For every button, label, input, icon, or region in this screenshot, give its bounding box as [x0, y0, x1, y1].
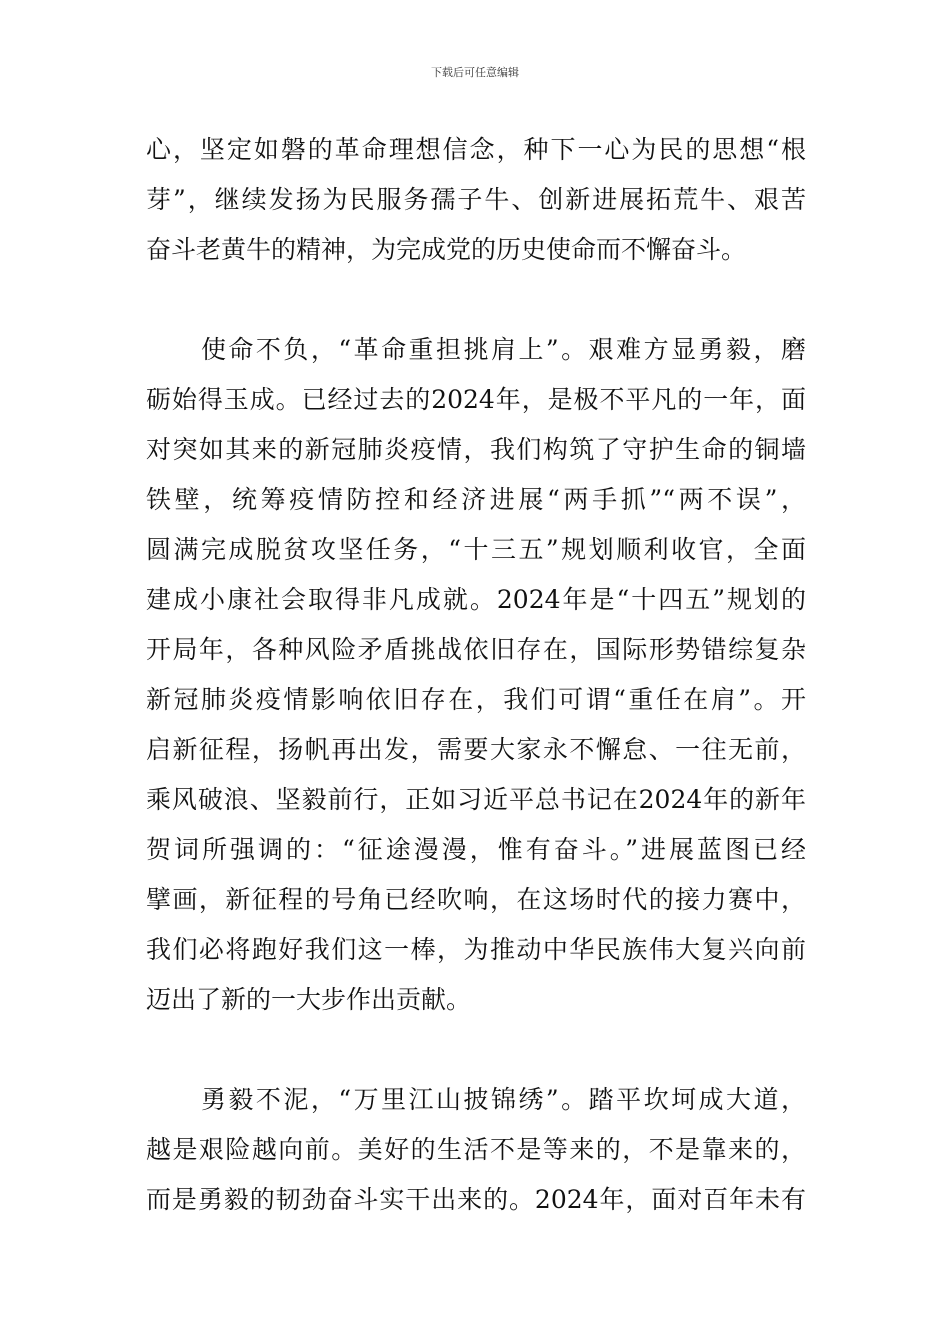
page-header: 下载后可任意编辑 — [431, 66, 519, 79]
paragraph-2-line-10: 乘风破浪、坚毅前行，正如习近平总书记在2024年的新年 — [146, 785, 806, 814]
paragraph-2-line-11: 贺词所强调的：“征途漫漫，惟有奋斗。”进展蓝图已经 — [146, 835, 806, 864]
paragraph-2-line-4: 铁壁，统筹疫情防控和经济进展“两手抓”“两不误”， — [146, 485, 806, 514]
paragraph-2-line-5: 圆满完成脱贫攻坚任务，“十三五”规划顺利收官，全面 — [146, 535, 806, 564]
paragraph-1-line-2: 芽”，继续发扬为民服务孺子牛、创新进展拓荒牛、艰苦 — [146, 185, 806, 214]
paragraph-3-line-3: 而是勇毅的韧劲奋斗实干出来的。2024年，面对百年未有 — [146, 1185, 806, 1214]
paragraph-2-line-12: 擘画，新征程的号角已经吹响，在这场时代的接力赛中， — [146, 885, 806, 914]
paragraph-1-line-3: 奋斗老黄牛的精神，为完成党的历史使命而不懈奋斗。 — [146, 235, 747, 264]
paragraph-2-line-1: 使命不负，“革命重担挑肩上”。艰难方显勇毅，磨 — [146, 335, 806, 364]
paragraph-2-line-3: 对突如其来的新冠肺炎疫情，我们构筑了守护生命的铜墙 — [146, 435, 806, 464]
paragraph-3-line-1: 勇毅不泥，“万里江山披锦绣”。踏平坎坷成大道， — [146, 1085, 806, 1114]
paragraph-3-line-2: 越是艰险越向前。美好的生活不是等来的，不是靠来的， — [146, 1135, 806, 1164]
paragraph-2-line-9: 启新征程，扬帆再出发，需要大家永不懈怠、一往无前， — [146, 735, 806, 764]
paragraph-2-line-7: 开局年，各种风险矛盾挑战依旧存在，国际形势错综复杂 — [146, 635, 806, 664]
paragraph-1-line-1: 心，坚定如磐的革命理想信念，种下一心为民的思想“根 — [146, 135, 806, 164]
paragraph-2-line-8: 新冠肺炎疫情影响依旧存在，我们可谓“重任在肩”。开 — [146, 685, 806, 714]
paragraph-2-line-6: 建成小康社会取得非凡成就。2024年是“十四五”规划的 — [146, 585, 806, 614]
paragraph-2-line-13: 我们必将跑好我们这一棒，为推动中华民族伟大复兴向前 — [146, 935, 806, 964]
paragraph-2-line-2: 砺始得玉成。已经过去的2024年，是极不平凡的一年，面 — [146, 385, 806, 414]
paragraph-2-line-14: 迈出了新的一大步作出贡献。 — [146, 985, 472, 1014]
